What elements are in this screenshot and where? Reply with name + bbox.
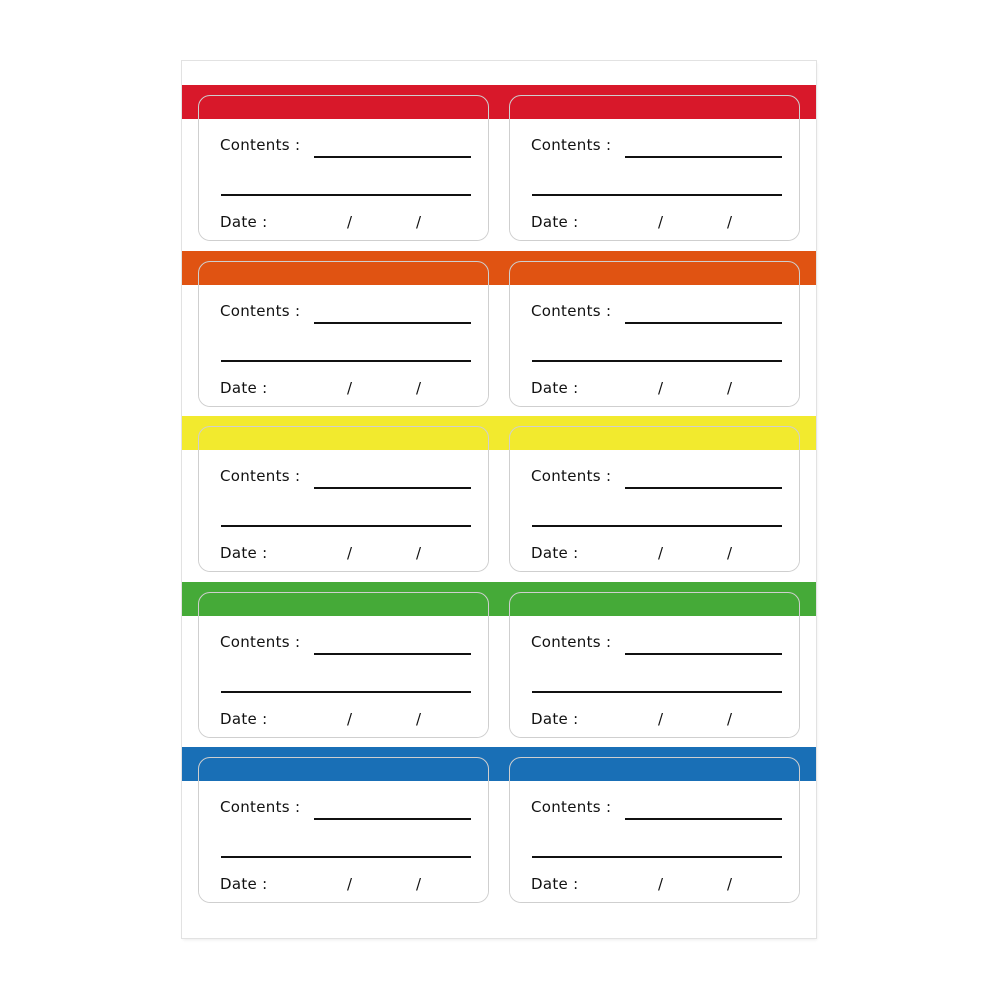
contents-line-2: [532, 360, 782, 362]
contents-label: Contents :: [531, 633, 612, 651]
label-orange-left: [198, 261, 489, 407]
date-separator: /: [347, 875, 353, 893]
contents-label: Contents :: [531, 467, 612, 485]
date-label: Date :: [220, 379, 268, 397]
contents-label: Contents :: [531, 136, 612, 154]
contents-label: Contents :: [220, 633, 301, 651]
date-separator: /: [727, 710, 733, 728]
label-yellow-right: [509, 426, 800, 572]
date-separator: /: [416, 379, 422, 397]
contents-line-2: [532, 691, 782, 693]
date-label: Date :: [220, 710, 268, 728]
date-separator: /: [727, 544, 733, 562]
contents-label: Contents :: [220, 136, 301, 154]
contents-line: [625, 156, 782, 158]
contents-label: Contents :: [531, 302, 612, 320]
contents-line: [314, 156, 471, 158]
label-blue-left: [198, 757, 489, 903]
contents-line-2: [532, 856, 782, 858]
contents-line: [625, 653, 782, 655]
label-red-right: [509, 95, 800, 241]
contents-line-2: [532, 525, 782, 527]
date-label: Date :: [531, 544, 579, 562]
contents-label: Contents :: [220, 467, 301, 485]
date-separator: /: [416, 213, 422, 231]
label-sheet: [182, 61, 816, 938]
contents-line-2: [221, 691, 471, 693]
contents-label: Contents :: [220, 302, 301, 320]
date-label: Date :: [531, 710, 579, 728]
contents-label: Contents :: [531, 798, 612, 816]
date-separator: /: [727, 875, 733, 893]
contents-line-2: [221, 525, 471, 527]
contents-line: [625, 322, 782, 324]
label-orange-right: [509, 261, 800, 407]
date-separator: /: [658, 379, 664, 397]
date-separator: /: [416, 544, 422, 562]
date-separator: /: [347, 710, 353, 728]
date-separator: /: [658, 875, 664, 893]
contents-line-2: [221, 360, 471, 362]
date-label: Date :: [531, 213, 579, 231]
date-label: Date :: [220, 875, 268, 893]
date-separator: /: [347, 544, 353, 562]
date-separator: /: [347, 379, 353, 397]
label-blue-right: [509, 757, 800, 903]
label-red-left: [198, 95, 489, 241]
contents-line: [314, 487, 471, 489]
date-label: Date :: [220, 544, 268, 562]
date-label: Date :: [220, 213, 268, 231]
label-green-right: [509, 592, 800, 738]
date-label: Date :: [531, 379, 579, 397]
label-yellow-left: [198, 426, 489, 572]
date-separator: /: [658, 213, 664, 231]
date-separator: /: [727, 379, 733, 397]
date-label: Date :: [531, 875, 579, 893]
label-green-left: [198, 592, 489, 738]
date-separator: /: [347, 213, 353, 231]
date-separator: /: [416, 710, 422, 728]
contents-line: [625, 818, 782, 820]
contents-line: [625, 487, 782, 489]
contents-label: Contents :: [220, 798, 301, 816]
contents-line-2: [221, 194, 471, 196]
date-separator: /: [658, 544, 664, 562]
contents-line: [314, 653, 471, 655]
date-separator: /: [658, 710, 664, 728]
contents-line: [314, 818, 471, 820]
contents-line: [314, 322, 471, 324]
date-separator: /: [416, 875, 422, 893]
date-separator: /: [727, 213, 733, 231]
contents-line-2: [221, 856, 471, 858]
contents-line-2: [532, 194, 782, 196]
